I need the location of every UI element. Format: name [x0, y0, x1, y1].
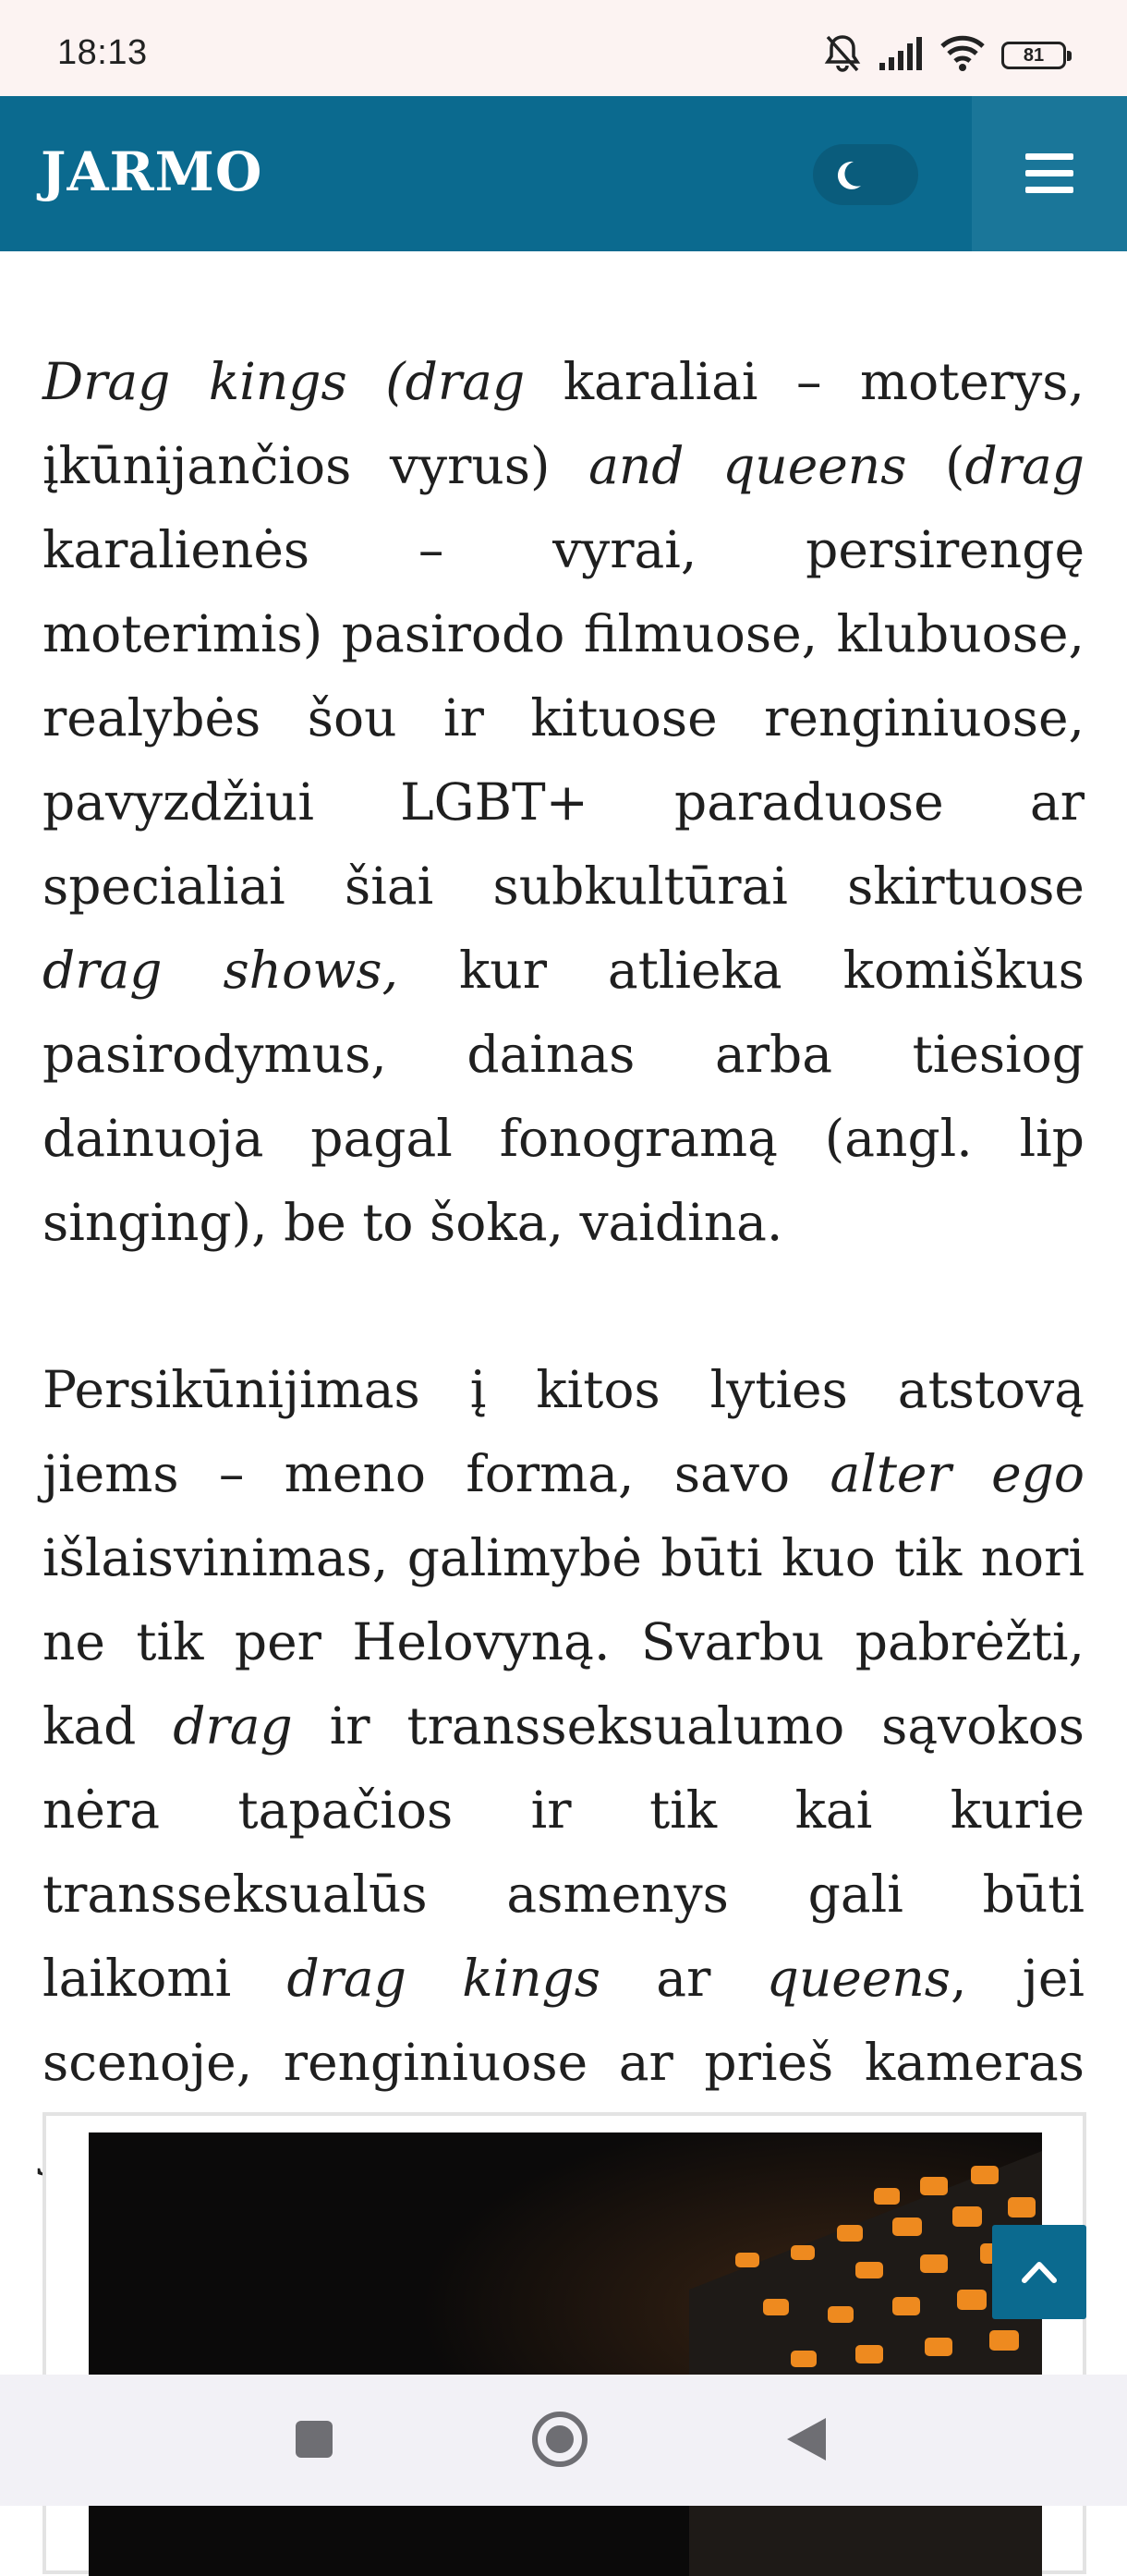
text-run: kur atlieka komiškus pasirodymus, dainas arba tiesiog dainuoja pagal fonogramą (angl. lip singing), be to šoka, vaidina. — [42, 941, 1085, 1252]
text-run: drag — [173, 1696, 293, 1756]
chevron-up-icon — [1017, 2253, 1061, 2290]
hamburger-menu-icon — [1025, 153, 1073, 160]
text-run: and queens — [588, 436, 907, 495]
text-run: drag shows, — [42, 941, 398, 1000]
site-logo[interactable]: JARMO — [41, 140, 263, 203]
back-to-top-button[interactable] — [992, 2225, 1086, 2319]
text-run: ir transseksualumo sąvokos nėra tapačios ir tik kai kurie transseksualūs asmenys gali būti laikomi — [42, 1696, 1085, 2008]
bell-muted-icon — [824, 33, 861, 79]
text-run: Drag kings (drag — [42, 352, 526, 411]
status-time: 18:13 — [57, 33, 148, 72]
back-button[interactable] — [752, 2375, 863, 2506]
text-run: ar — [600, 1949, 767, 2008]
text-run: karalienės – vyrai, persirengę moterimis) pasirodo filmuose, klubuose, realybės šou ir kituose renginiuose, pavyzdžiui LGBT+ paraduose ar specialiai šiai subkultūrai skirtuose — [42, 520, 1085, 916]
triangle-back-icon — [752, 2375, 863, 2506]
text-run: išlaisvinimas, galimybė būti kuo tik nori ne tik per Helovyną. Svarbu pabrėžti, kad — [42, 1528, 1085, 1756]
stage-photo — [89, 2132, 1042, 2576]
hamburger-menu-icon-bar — [1025, 187, 1073, 193]
hamburger-menu-button[interactable] — [972, 96, 1127, 251]
article-paragraph-2 — [42, 1348, 1085, 2189]
wifi-icon — [940, 35, 985, 77]
battery-icon — [1001, 42, 1066, 69]
hamburger-menu-icon-bar — [1025, 170, 1073, 176]
status-bar — [0, 0, 1127, 96]
home-button[interactable] — [504, 2375, 615, 2506]
moon-icon — [830, 156, 866, 193]
signal-icon — [878, 35, 924, 77]
site-header — [0, 96, 1127, 251]
text-run: Persikūnijimas į kitos lyties atstovą jiems – meno forma, savo — [42, 1360, 1085, 1503]
article-paragraph-1 — [42, 340, 1085, 1265]
square-icon — [259, 2375, 370, 2506]
battery-level: 81 — [1023, 44, 1045, 66]
dark-mode-toggle[interactable] — [813, 144, 918, 205]
text-run: karaliai – moterys, įkūnijančios vyrus) — [42, 352, 1085, 495]
circle-home-icon — [504, 2375, 615, 2506]
text-run: ( — [906, 436, 965, 495]
text-run: alter ego — [830, 1444, 1085, 1503]
system-navigation-bar — [0, 2375, 1127, 2506]
text-run: drag — [964, 436, 1085, 495]
recents-button[interactable] — [259, 2375, 370, 2506]
text-run: , jei scenoje, renginiuose ar prieš kameras — [42, 1949, 1085, 2092]
status-icons — [824, 31, 1066, 79]
article-body — [42, 340, 1085, 2272]
text-run: drag kings — [286, 1949, 600, 2008]
text-run: queens — [766, 1949, 951, 2008]
